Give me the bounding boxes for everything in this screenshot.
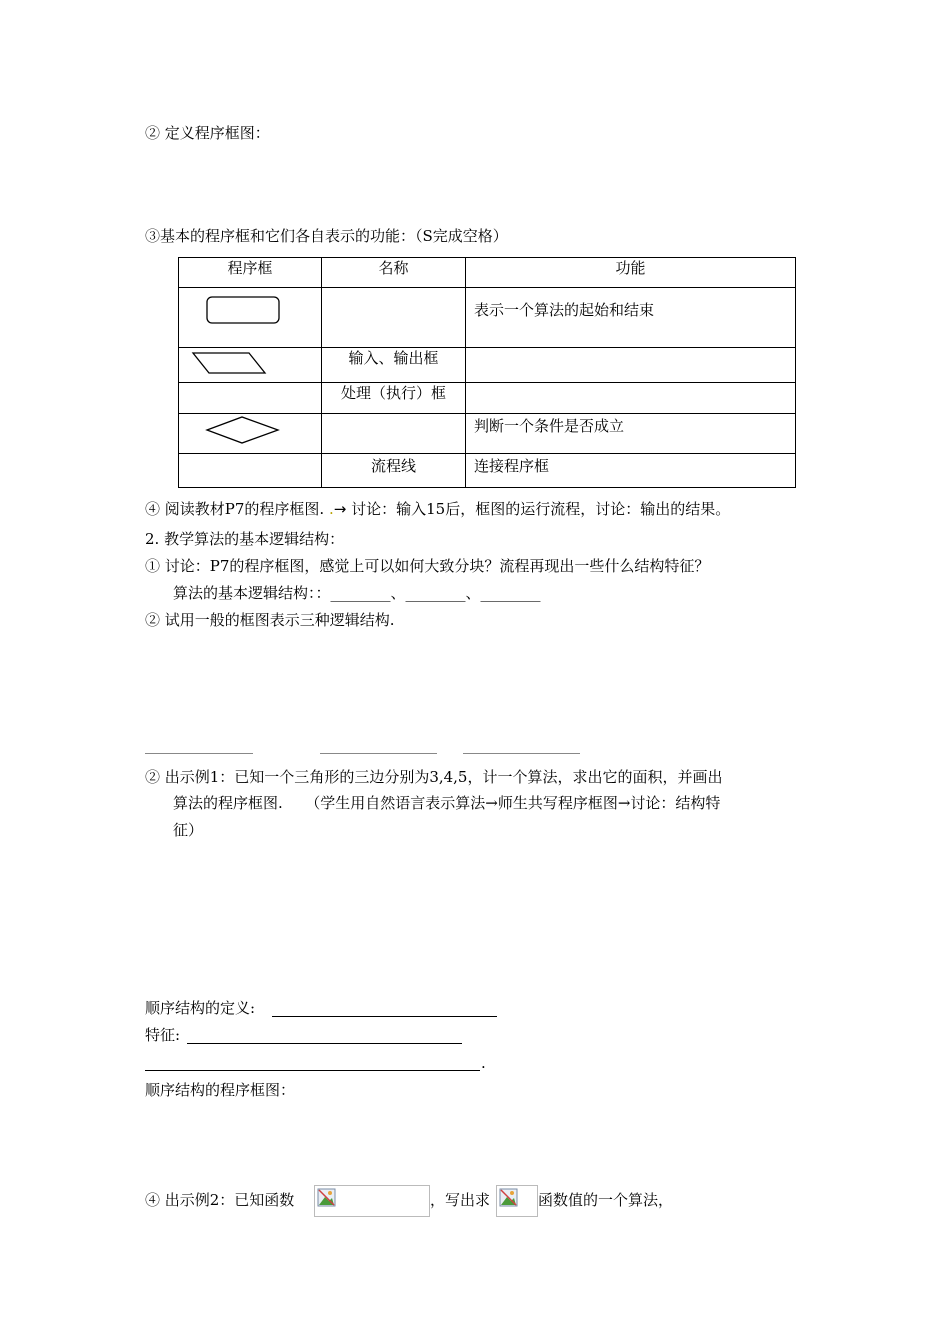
diamond-shape-icon	[179, 414, 322, 448]
flowchart-symbol-table	[178, 257, 796, 488]
table-header-row	[179, 258, 796, 288]
name-cell: 处理（执行）框	[322, 383, 466, 414]
name-cell	[322, 288, 466, 348]
example-1-item: ② 出示例1：已知一个三角形的三边分别为3,4,5，计一个算法，求出它的面积，并画出	[145, 768, 723, 786]
terminal-shape-icon	[179, 288, 322, 342]
shape-cell	[179, 454, 322, 488]
function-cell: 判断一个条件是否成立	[466, 414, 796, 454]
function-formula-image	[314, 1185, 430, 1217]
blank-line	[145, 753, 253, 754]
dot-marker: .	[328, 500, 334, 518]
shape-cell	[179, 414, 322, 454]
table-row	[179, 383, 796, 414]
name-cell: 流程线	[322, 454, 466, 488]
example-1-end: 征）	[173, 821, 204, 839]
sequence-definition-label: 顺序结构的定义:	[145, 999, 256, 1017]
discussion-text: 讨论：输入15后，框图的运行流程，讨论：输出的结果。	[351, 500, 731, 518]
example-2-text-b: ，写出求	[430, 1191, 491, 1209]
answer-line	[187, 1043, 462, 1044]
discussion-item: ① 讨论：P7的程序框图，感觉上可以如何大致分块？流程再现出一些什么结构特征？	[145, 557, 710, 575]
name-cell	[322, 414, 466, 454]
try-flowchart-item: ② 试用一般的框图表示三种逻辑结构.	[145, 611, 395, 629]
period-mark: .	[481, 1054, 486, 1072]
define-flowchart-item: ② 定义程序框图：	[145, 124, 270, 142]
header-name: 名称	[322, 258, 466, 288]
shape-cell	[179, 348, 322, 383]
read-textbook-text: ④ 阅读教材P7的程序框图.	[145, 500, 325, 518]
example-1-continued: 算法的程序框图. （学生用自然语言表示算法→师生共写程序框图→讨论：结构特	[173, 794, 721, 812]
broken-image-icon	[317, 1188, 337, 1208]
function-cell: 表示一个算法的起始和结束	[466, 288, 796, 348]
basic-structures-blank: 算法的基本逻辑结构：：________、________、________	[173, 584, 541, 602]
header-shape: 程序框	[179, 258, 322, 288]
table-row	[179, 414, 796, 454]
sequence-flowchart-label: 顺序结构的程序框图：	[145, 1081, 296, 1099]
table-row	[179, 288, 796, 348]
table-row	[179, 454, 796, 488]
features-label: 特征:	[145, 1026, 181, 1044]
function-cell	[466, 348, 796, 383]
example-2-item	[145, 1190, 294, 1210]
function-symbol-image	[496, 1185, 538, 1217]
read-textbook-item	[145, 499, 730, 519]
example-2-text-c: 函数值的一个算法，	[538, 1191, 674, 1209]
header-function: 功能	[466, 258, 796, 288]
blank-line	[463, 753, 580, 754]
name-cell: 输入、输出框	[322, 348, 466, 383]
blank-line	[320, 753, 437, 754]
answer-line	[272, 1016, 497, 1017]
shape-cell	[179, 383, 322, 414]
parallelogram-shape-icon	[179, 348, 322, 377]
table-row	[179, 348, 796, 383]
function-cell	[466, 383, 796, 414]
broken-image-icon	[499, 1188, 519, 1208]
section-2-heading: 2. 教学算法的基本逻辑结构：	[145, 530, 345, 548]
answer-line	[145, 1070, 480, 1071]
example-2-text-a: ④ 出示例2：已知函数	[145, 1191, 295, 1209]
basic-boxes-heading: ③基本的程序框和它们各自表示的功能：（S完成空格）	[145, 227, 508, 245]
arrow-icon: →	[333, 500, 347, 518]
function-cell: 连接程序框	[466, 454, 796, 488]
shape-cell	[179, 288, 322, 348]
